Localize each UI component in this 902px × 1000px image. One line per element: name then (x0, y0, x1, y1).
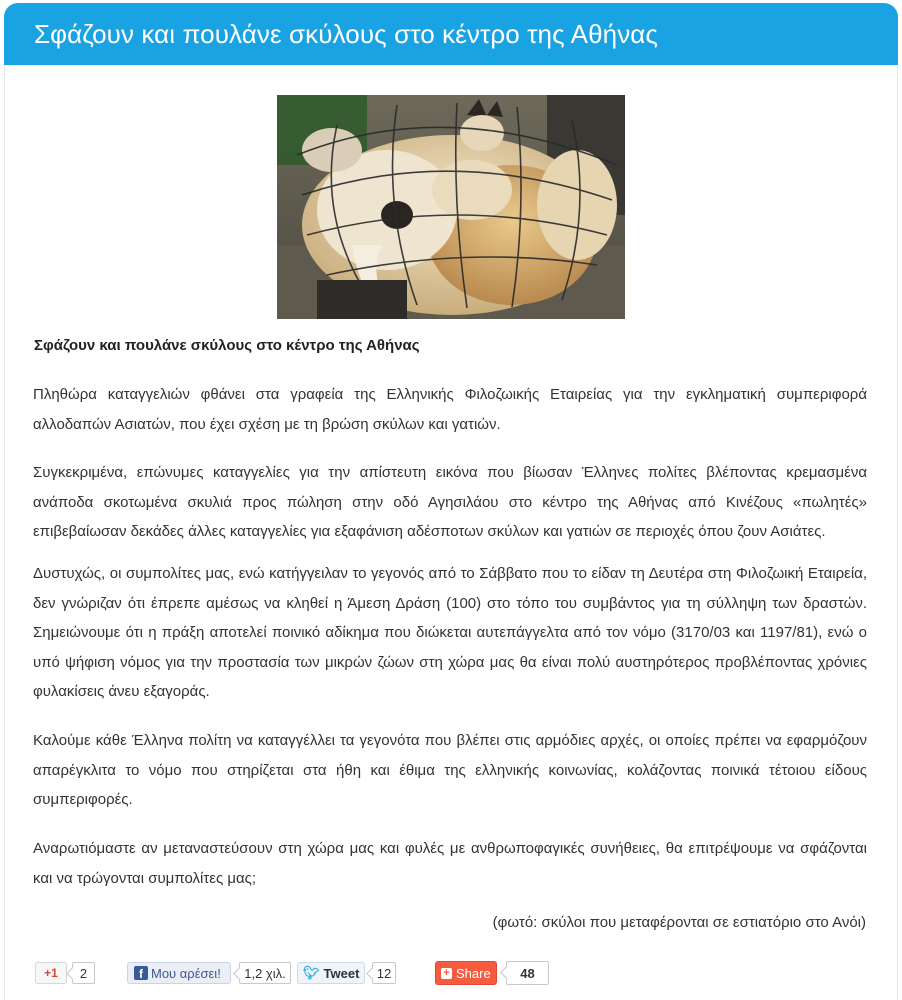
left-border (4, 65, 5, 1000)
share-count: 48 (506, 961, 549, 985)
google-plus-button[interactable] (35, 962, 67, 984)
paragraph-2: Συγκεκριμένα, επώνυμες καταγγελίες για την απίστευτη εικόνα που βίωσαν Έλληνες πολίτες βλέποντας κρεμασμένα ανάποδα σκοτωμένα σκυλιά προς πώληση στην οδό Αγησιλάου στο κέντρο της Αθήνας από Κινέζους «πωλητές» επιβεβαίωσαν δεκάδες άλλες καταγγελίες για εξαφάνιση αδέσποτων σκύλων και γατιών σε περιοχές όπου ζουν Ασιάτες. (33, 464, 867, 540)
facebook-like-button[interactable] (127, 962, 231, 984)
photo-caption: (φωτό: σκύλοι που μεταφέρονται σε εστιατόριο στο Ανόι) (492, 914, 866, 931)
paragraph-1: Πληθώρα καταγγελιών φθάνει στα γραφεία της Ελληνικής Φιλοζωικής Εταιρείας για την εγκληματική συμπεριφορά αλλοδαπών Ασιατών, που έχει σχέση με τη βρώση σκύλων και γατιών. (33, 386, 867, 433)
article-title: Σφάζουν και πουλάνε σκύλους στο κέντρο της Αθήνας (34, 18, 659, 49)
title-bar (4, 3, 898, 65)
share-bar (0, 958, 902, 992)
article-photo (277, 95, 625, 319)
google-plus-icon: +1 (44, 966, 58, 980)
share-plus-icon: + (441, 968, 452, 979)
share-label: Share (456, 965, 491, 981)
facebook-like-count: 1,2 χιλ. (239, 962, 291, 984)
article-subtitle: Σφάζουν και πουλάνε σκύλους στο κέντρο της Αθήνας (34, 337, 420, 354)
tweet-label: Tweet (323, 965, 360, 981)
tweet-button[interactable] (297, 962, 365, 984)
paragraph-5: Αναρωτιόμαστε αν μεταναστεύσουν στη χώρα μας και φυλές με ανθρωποφαγικές συνήθειες, θα επιτρέψουμε να σφάζονται και να τρώγονται συμπολίτες μας; (33, 840, 867, 887)
paragraph-3: Δυστυχώς, οι συμπολίτες μας, ενώ κατήγγειλαν το γεγονός από το Σάββατο που το είδαν τη Δευτέρα στη Φιλοζωική Εταιρεία, δεν γνώριζαν ότι έπρεπε αμέσως να κληθεί η Άμεση Δράση (100) στο τόπο του συμβάντος για τη σύλληψη των δραστών. Σημειώνουμε ότι η πράξη αποτελεί ποινικό αδίκημα που διώκεται αυτεπάγγελτα από τον νόμο (3170/03 και 1197/81), ενώ ο υπό ψήφιση νόμος για την προστασία των μικρών ζώων στη χώρα μας θα είναι πολύ αυστηρότερος προβλέποντας χρόνιες φυλακίσεις άνευ εξαγοράς. (33, 565, 867, 700)
paragraph-4: Καλούμε κάθε Έλληνα πολίτη να καταγγέλλει τα γεγονότα που βλέπει στις αρμόδιες αρχές, οι οποίες πρέπει να εφαρμόζουν απαρέγκλιτα το νόμο που στηρίζεται στα ήθη και έθιμα της ελληνικής κοινωνίας, κολάζοντας ποινικά τέτοιου είδους συμπεριφορές. (33, 732, 867, 808)
right-border (897, 65, 898, 1000)
tweet-count: 12 (372, 962, 396, 984)
twitter-bird-icon: 🐦︎ (303, 965, 320, 980)
share-button[interactable] (435, 961, 497, 985)
google-plus-count: 2 (72, 962, 95, 984)
facebook-like-label: Μου αρέσει! (151, 965, 221, 981)
facebook-icon: f (134, 966, 148, 980)
photo-illustration (277, 95, 625, 319)
